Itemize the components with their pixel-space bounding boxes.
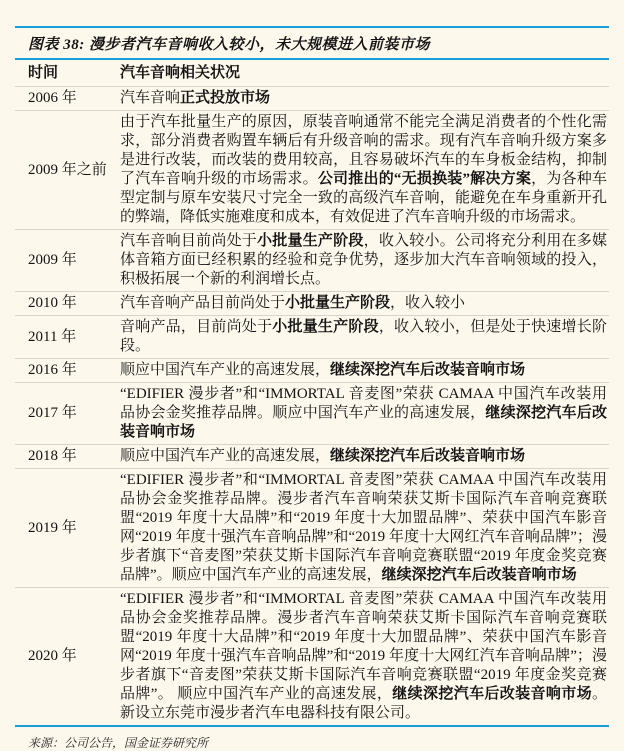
status-text-bold: 小批量生产阶段 (285, 295, 391, 311)
row-time: 2009 年之前 (28, 161, 107, 178)
row-status (120, 294, 609, 313)
status-text-bold: 继续深挖汽车后改装音响市场 (381, 567, 577, 583)
row-status (120, 590, 609, 723)
table-row (15, 230, 609, 292)
source-note: 来源：公司公告，国金证券研究所 (28, 736, 209, 750)
row-status (120, 318, 609, 356)
status-text: 汽车音响产品目前尚处于 (120, 295, 286, 311)
table-row (15, 588, 609, 727)
status-text: 音响产品，目前尚处于 (120, 319, 273, 335)
report-page (0, 26, 624, 751)
row-time: 2019 年 (28, 519, 77, 536)
status-text-bold: 公司推出的“无损换装”解决方案 (317, 171, 532, 187)
status-text: 汽车音响 (120, 90, 181, 106)
row-time: 2020 年 (28, 648, 77, 664)
row-status (120, 385, 609, 442)
row-time: 2018 年 (28, 448, 77, 464)
table-row (15, 316, 609, 359)
status-text-bold: 继续深挖汽车后改装音响市场 (120, 405, 607, 440)
table-row (15, 292, 609, 316)
row-status (120, 447, 609, 466)
status-text: 汽车音响目前尚处于 (120, 233, 258, 249)
table-row (15, 469, 609, 588)
row-time: 2009 年 (28, 252, 77, 268)
status-text-bold: 继续深挖汽车后改装音响市场 (330, 448, 526, 464)
status-text: ，为各种车型定制与原车安装尺寸完全一致的高级汽车音响，能避免在车身重新开孔的弊端，降低实施难度和成本，有效促进了汽车音响升级的市场需求。 (120, 171, 607, 225)
row-status (120, 113, 609, 227)
row-status (120, 89, 609, 108)
status-text: 由于汽车批量生产的原因，原装音响通常不能完全满足消费者的个性化需求，部分消费者购置车辆后有升级音响的需求。现有汽车音响升级方案多是进行改装，而改装的费用较高，且容易破坏汽车的车身板金结构，抑制了汽车音响升级的市场需求。 (120, 114, 607, 187)
status-text: 。新设立东莞市漫步者汽车电器科技有限公司。 (120, 686, 607, 721)
column-header-status: 汽车音响相关状况 (120, 65, 241, 81)
row-time: 2017 年 (28, 405, 77, 421)
status-text-bold: 小批量生产阶段 (257, 233, 364, 249)
status-text-bold: 继续深挖汽车后改装音响市场 (392, 686, 592, 702)
status-text: “EDIFIER 漫步者”和“IMMORTAL 音麦图”荣获 CAMAA 中国汽车改装用品协会金奖推荐品牌。顺应中国汽车产业的高速发展， (120, 386, 607, 421)
table-row (15, 445, 609, 469)
row-time: 2016 年 (28, 362, 77, 378)
status-table (15, 60, 609, 727)
status-text: 顺应中国汽车产业的高速发展， (120, 362, 331, 378)
table-header-row (15, 60, 609, 87)
figure-title: 图表 38: 漫步者汽车音响收入较小，未大规模进入前装市场 (15, 26, 609, 60)
status-text-bold: 正式投放市场 (180, 90, 271, 106)
row-status (120, 361, 609, 380)
table-body (15, 87, 609, 727)
table-row (15, 359, 609, 383)
table-row (15, 111, 609, 230)
status-text: ，收入较小，但是处于快速增长阶段。 (120, 319, 607, 354)
table-row (15, 383, 609, 445)
column-header-time: 时间 (28, 65, 59, 81)
row-time: 2011 年 (28, 328, 77, 345)
status-text: ，收入较小。公司将充分利用在多媒体音箱方面已经积累的经验和竞争优势，逐步加大汽车音响领域的投入，积极拓展一个新的利润增长点。 (120, 233, 607, 287)
table-row (15, 87, 609, 111)
status-text: 顺应中国汽车产业的高速发展， (120, 448, 331, 464)
row-time: 2010 年 (28, 295, 77, 311)
status-text: “EDIFIER 漫步者”和“IMMORTAL 音麦图”荣获 CAMAA 中国汽车改装用品协会金奖推荐品牌。漫步者汽车音响荣获艾斯卡国际汽车音响竞赛联盟“2019 年度十大品牌”和“2019 年度十大加盟品牌”、荣获中国汽车影音网“2019 年度十强汽车音响品牌”和“2019 年度十大网红汽车音响品牌”；漫步者旗下“音麦图”荣获艾斯卡国际汽车音响竞赛联盟“2019 年度金奖竞赛品牌”。顺应中国汽车产业的高速发展， (120, 472, 607, 583)
row-status (120, 471, 609, 585)
status-text-bold: 小批量生产阶段 (272, 319, 379, 335)
status-text-bold: 继续深挖汽车后改装音响市场 (330, 362, 526, 378)
status-text: “EDIFIER 漫步者”和“IMMORTAL 音麦图”荣获 CAMAA 中国汽车改装用品协会金奖推荐品牌。漫步者汽车音响荣获艾斯卡国际汽车音响竞赛联盟“2019 年度十大品牌”和“2019 年度十大加盟品牌”、荣获中国汽车影音网“2019 年度十强汽车音响品牌”和“2019 年度十大网红汽车音响品牌”；漫步者旗下“音麦图”荣获艾斯卡国际汽车音响竞赛联盟“2019 年度金奖竞赛品牌”。 顺应中国汽车产业的高速发展， (120, 591, 607, 702)
status-text: ，收入较小 (390, 295, 466, 311)
row-status (120, 232, 609, 289)
figure-table (15, 26, 609, 751)
row-time: 2006 年 (28, 90, 77, 106)
